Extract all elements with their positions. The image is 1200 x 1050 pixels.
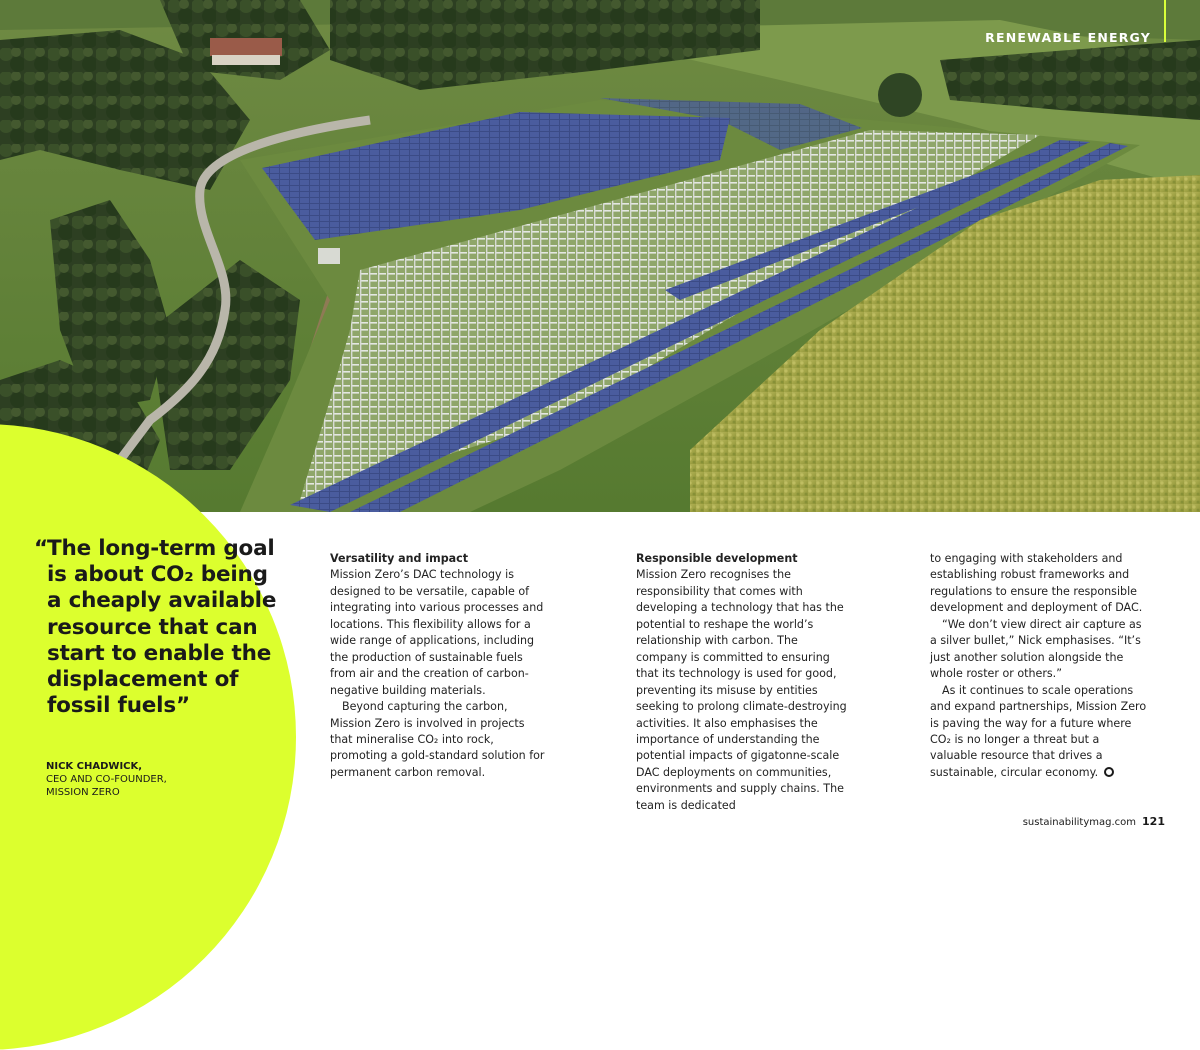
pull-quote-highlight-blob [0, 424, 296, 1050]
subheading-responsible-development: Responsible development [636, 552, 798, 565]
paragraph-final-text: As it continues to scale operations and expand partnerships, Mission Zero is paving the way for a future where CO₂ is no longer a threat but a valuable resource that drives a sustainable, circular economy. [930, 683, 1147, 779]
solar-farm-illustration [0, 0, 1200, 512]
end-of-article-ring-icon [1104, 767, 1114, 777]
hero-photo-solar-farm [0, 0, 1200, 512]
page-footer [1023, 815, 1165, 828]
author-role-line2: MISSION ZERO [46, 787, 120, 798]
page-number: 121 [1142, 815, 1165, 828]
subheading-versatility: Versatility and impact [330, 552, 469, 565]
paragraph-final [930, 683, 1150, 782]
author-role-line1: CEO AND CO-FOUNDER, [46, 774, 167, 785]
paragraph: to engaging with stakeholders and establishing robust frameworks and regulations to ensure the responsible development and deployment of DAC. [930, 552, 1143, 615]
section-tag-rule [1164, 0, 1166, 42]
quote-open-mark: “ [34, 536, 48, 561]
article-column-2 [636, 551, 851, 814]
author-name: NICK CHADWICK, [46, 761, 143, 772]
paragraph: “We don’t view direct air capture as a silver bullet,” Nick emphasises. “It’s just another solution alongside the whole roster or others.” [930, 617, 1142, 681]
article-column-1 [330, 551, 545, 781]
pull-quote [34, 536, 287, 719]
pull-quote-attribution [46, 760, 167, 799]
paragraph: Mission Zero’s DAC technology is designed to be versatile, capable of integrating into various processes and locations. This flexibility allows for a wide range of applications, including the production of sustainable fuels from air and the creation of carbon-negative building materials. [330, 568, 544, 697]
article-column-3 [930, 551, 1150, 781]
footer-site-link[interactable]: sustainabilitymag.com [1022, 817, 1137, 828]
paragraph: Mission Zero recognises the responsibility that comes with developing a technology that has the potential to reshape the world’s relationship with carbon. The company is committed to ensuring that its technology is used for good, preventing its misuse by entities seeking to prolong climate-destroying activities. It also emphasises the importance of understanding the potential impacts of gigatonne-scale DAC deployments on communities, environments and supply chains. The team is dedicated [636, 568, 847, 812]
section-tag: RENEWABLE ENERGY [985, 30, 1151, 45]
pull-quote-text: The long-term goal is about CO₂ being a cheaply available resource that can start to enable the displacement of fossil fuels [47, 536, 277, 719]
paragraph: Beyond capturing the carbon, Mission Zero is involved in projects that mineralise CO₂ into rock, promoting a gold-standard solution for permanent carbon removal. [330, 700, 545, 779]
quote-close-mark: ” [175, 693, 190, 719]
